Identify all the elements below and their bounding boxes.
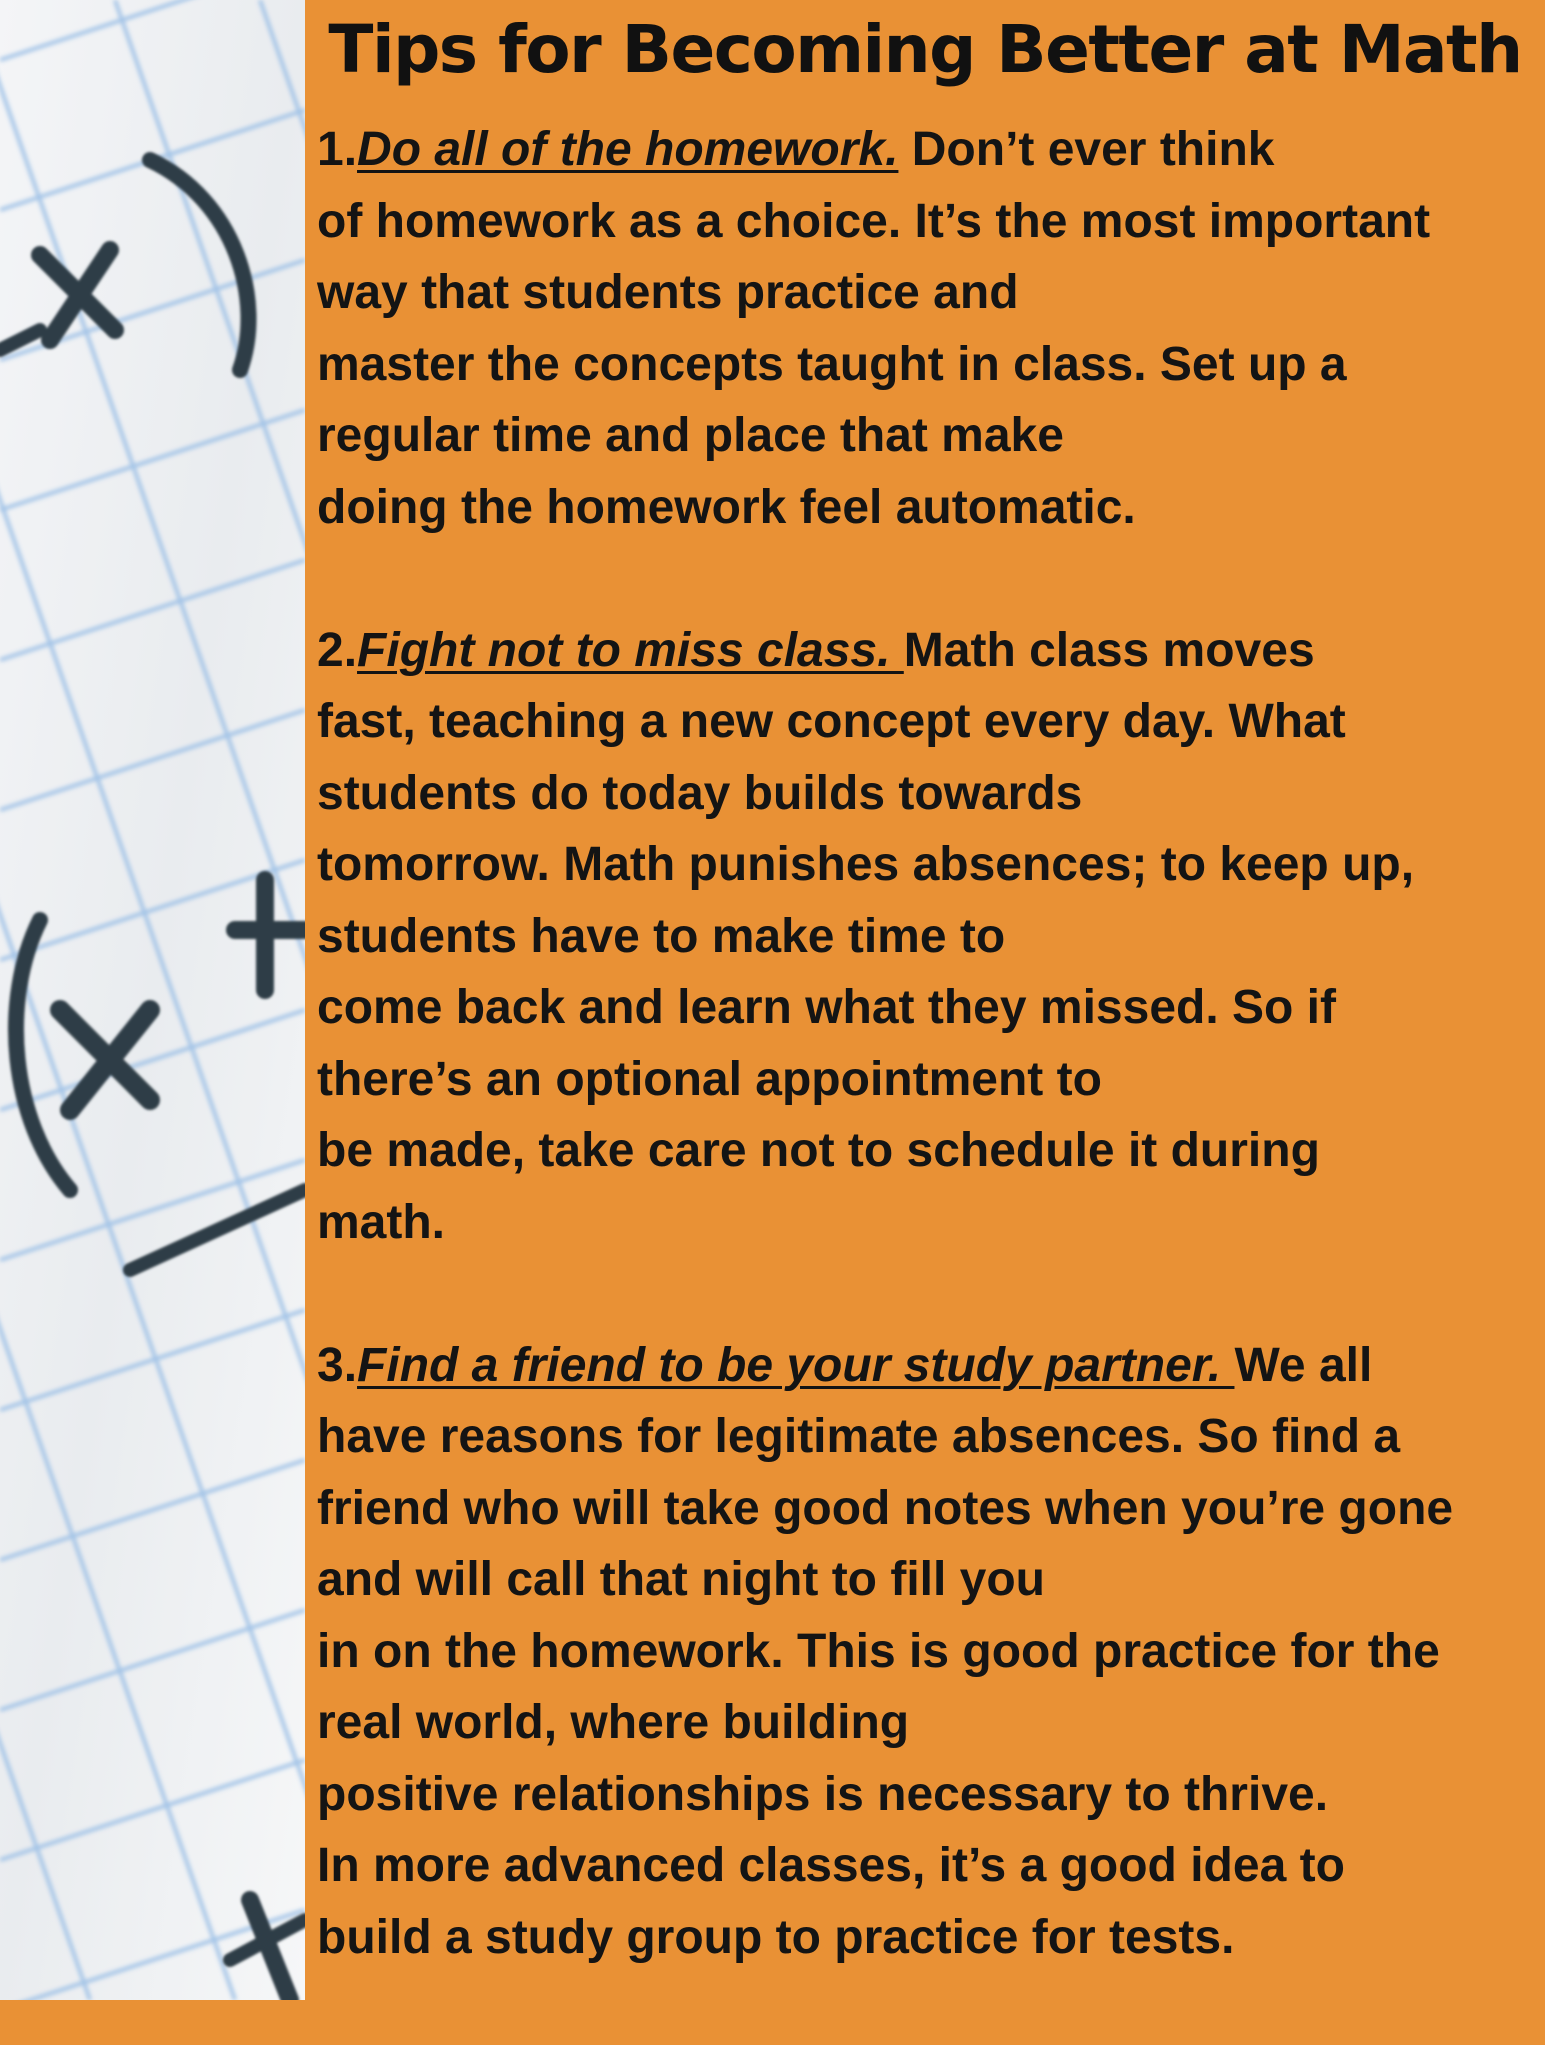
tip-text-line: fast, teaching a new concept every day. What [317, 695, 1346, 748]
tip-first-line [317, 1330, 1543, 1402]
graph-paper-math-photo-icon [0, 0, 305, 2000]
page-title: Tips for Becoming Better at Math [328, 11, 1522, 88]
tip-number: 1. [317, 123, 358, 176]
tip-text-line: We all [1234, 1338, 1373, 1392]
content-panel [305, 0, 1545, 2000]
tip-number: 2. [317, 623, 358, 677]
tip-first-line [317, 114, 1543, 186]
tip-text-line: regular time and place that make [317, 409, 1064, 462]
tip-item-1 [317, 114, 1543, 543]
tip-text-line: positive relationships is necessary to thrive. [317, 1767, 1329, 1821]
tip-text-line: Math class moves [903, 623, 1315, 677]
tip-text-line: there’s an optional appointment to [317, 1052, 1102, 1106]
tip-text-line: way that students practice and [317, 266, 1019, 319]
tip-text-line: tomorrow. Math punishes absences; to keep up, [317, 838, 1415, 891]
tip-text-line: be made, take care not to schedule it during [317, 1124, 1320, 1177]
tip-text-line: doing the homework feel automatic. [317, 480, 1136, 534]
tip-text-line: in on the homework. This is good practice for the [317, 1624, 1440, 1678]
tip-item-3 [317, 1330, 1543, 1974]
tip-text-line: students have to make time to [317, 909, 1006, 963]
tip-text-line: In more advanced classes, it’s a good idea to [317, 1839, 1345, 1892]
tip-text-line: have reasons for legitimate absences. So find a [317, 1410, 1401, 1463]
tip-text-line: master the concepts taught in class. Set up a [317, 337, 1347, 391]
tip-text-line: build a study group to practice for tests. [317, 1910, 1235, 1964]
tip-text-line: friend who will take good notes when you’re gone [317, 1481, 1454, 1535]
tip-lead: Fight not to miss class. [357, 623, 904, 677]
tip-lead: Find a friend to be your study partner. [357, 1338, 1235, 1392]
tips-list [317, 114, 1543, 2045]
tip-number: 3. [317, 1338, 358, 1392]
tip-item-2 [317, 615, 1543, 1259]
tip-text-line: of homework as a choice. It’s the most important [317, 194, 1431, 248]
tip-text-line: come back and learn what they missed. So if [317, 981, 1336, 1034]
tip-lead: Do all of the homework. [357, 123, 899, 176]
tip-text-line: real world, where building [317, 1696, 910, 1749]
tip-text-line: math. [317, 1195, 446, 1249]
graph-paper-grid [0, 0, 305, 2000]
tip-first-line [317, 615, 1543, 687]
tip-text-line: and will call that night to fill you [317, 1553, 1045, 1606]
tip-text-line: students do today builds towards [317, 766, 1083, 820]
tip-text-line: Don’t ever think [898, 123, 1275, 176]
